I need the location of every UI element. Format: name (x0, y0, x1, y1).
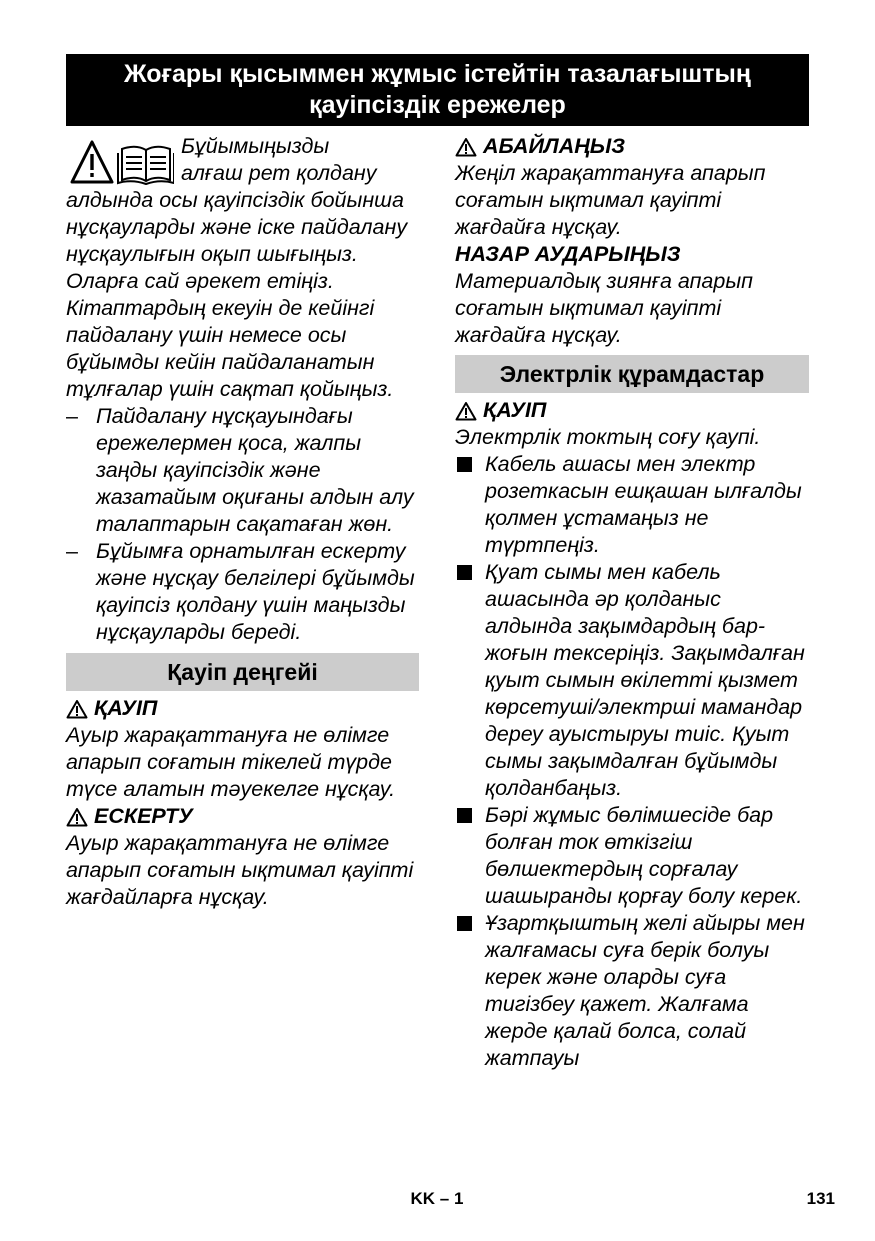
list-item (455, 910, 809, 1072)
attention-heading-text: НАЗАР АУДАРЫҢЫЗ (455, 242, 681, 266)
section-heading-electrical: Электрлік құрамдастар (455, 355, 809, 393)
warning-heading (66, 803, 419, 830)
electrical-danger-text: Электрлік токтың соғу қаупі. (455, 425, 761, 449)
list-item-text: Бұйымға орнатылған ескерту және нұсқау белгілері бұйымды қауіпсіз қолдану үшін маңызды нұсқауларды береді. (96, 539, 415, 644)
page-title-line2: қауіпсіздік ережелер (309, 91, 566, 119)
square-bullet-icon (457, 808, 472, 823)
warning-triangle-icon (66, 807, 88, 827)
page-title-line1: Жоғары қысыммен жұмыс істейтін тазалағыштың (124, 60, 751, 88)
caution-text: Жеңіл жарақаттануға апарып соғатын ықтимал қауіпті жағдайға нұсқау. (455, 161, 766, 239)
list-item (455, 559, 809, 802)
list-item-text: Кабель ашасы мен электр розеткасын ешқашан ылғалды қолмен ұстамаңыз не түртпеңіз. (485, 452, 802, 557)
square-bullet-icon (457, 916, 472, 931)
footer-language-code: KK – 1 (410, 1189, 464, 1208)
left-column (66, 133, 419, 911)
square-list (455, 451, 809, 1072)
electrical-danger-heading (455, 397, 809, 424)
list-item (66, 403, 419, 538)
attention-text: Материалдық зиянға апарып соғатын ықтимал қауіпті жағдайға нұсқау. (455, 269, 753, 347)
warning-heading-text: ЕСКЕРТУ (94, 804, 193, 828)
warning-triangle-icon (72, 142, 112, 182)
warning-read-manual-icons (70, 139, 174, 185)
dash-list (66, 403, 419, 646)
warning-triangle-icon (455, 401, 477, 421)
dash-marker: – (66, 539, 78, 563)
intro-line2: алғаш рет қолдану (181, 161, 377, 185)
square-bullet-icon (457, 457, 472, 472)
warning-text: Ауыр жарақаттануға не өлімге апарып соғатын ықтимал қауіпті жағдайларға нұсқау. (66, 831, 414, 909)
intro-rest: алдында осы қауіпсіздік бойынша нұсқауларды және іске пайдалану нұсқаулығын оқып шығыңыз. Оларға сай әрекет етіңіз. Кітаптардың екеуін де кейінгі пайдалану үшін немесе осы бұйымды кейін пайдаланатын тұлғалар үшін сақтап қойыңыз. (66, 188, 408, 401)
list-item-text: Ұзартқыштың желі айыры мен жалғамасы суға берік болуы керек және оларды суға тигізбеу қажет. Жалғама жерде қалай болса, солай жатпауы (485, 911, 805, 1070)
square-bullet-icon (457, 565, 472, 580)
danger-heading (66, 695, 419, 722)
danger-heading-text: ҚАУІП (94, 696, 158, 720)
caution-heading-text: АБАЙЛАҢЫЗ (483, 134, 626, 158)
page-title (66, 54, 809, 126)
warning-triangle-icon (455, 137, 477, 157)
list-item-text: Қуат сымы мен кабель ашасында әр қолданыс алдында зақымдардың бар-жоғын тексеріңіз. Зақымдалған қуыт сымын өкілетті қызмет көрсетуші/электрші мамандар дереу ауыстыруы тиіс. Қуыт сымы зақымдалған бұйымды қолданбаңыз. (485, 560, 805, 800)
list-item (455, 451, 809, 559)
manual-book-icon (118, 147, 174, 184)
list-item (455, 802, 809, 910)
danger-text: Ауыр жарақаттануға не өлімге апарып соғатын тікелей түрде түсе алатын тәуекелге нұсқау. (66, 723, 396, 801)
caution-heading (455, 133, 809, 160)
intro-paragraph (66, 133, 419, 403)
intro-line1: Бұйымыңызды (181, 134, 330, 158)
dash-marker: – (66, 404, 78, 428)
electrical-danger-heading-text: ҚАУІП (483, 398, 547, 422)
right-column (455, 133, 809, 1072)
section-heading-hazard-levels: Қауіп деңгейі (66, 653, 419, 691)
list-item (66, 538, 419, 646)
warning-triangle-icon (66, 699, 88, 719)
attention-heading (455, 241, 809, 268)
page-number: 131 (806, 1189, 835, 1208)
list-item-text: Бәрі жұмыс бөлімшесіде бар болған ток өткізгіш бөлшектердың сорғалау шашыранды қорғау болу керек. (485, 803, 803, 908)
list-item-text: Пайдалану нұсқауындағы ережелермен қоса, жалпы заңды қауіпсіздік және жазатайым оқиғаны алдын алу талаптарын сақатаған жөн. (96, 404, 414, 536)
